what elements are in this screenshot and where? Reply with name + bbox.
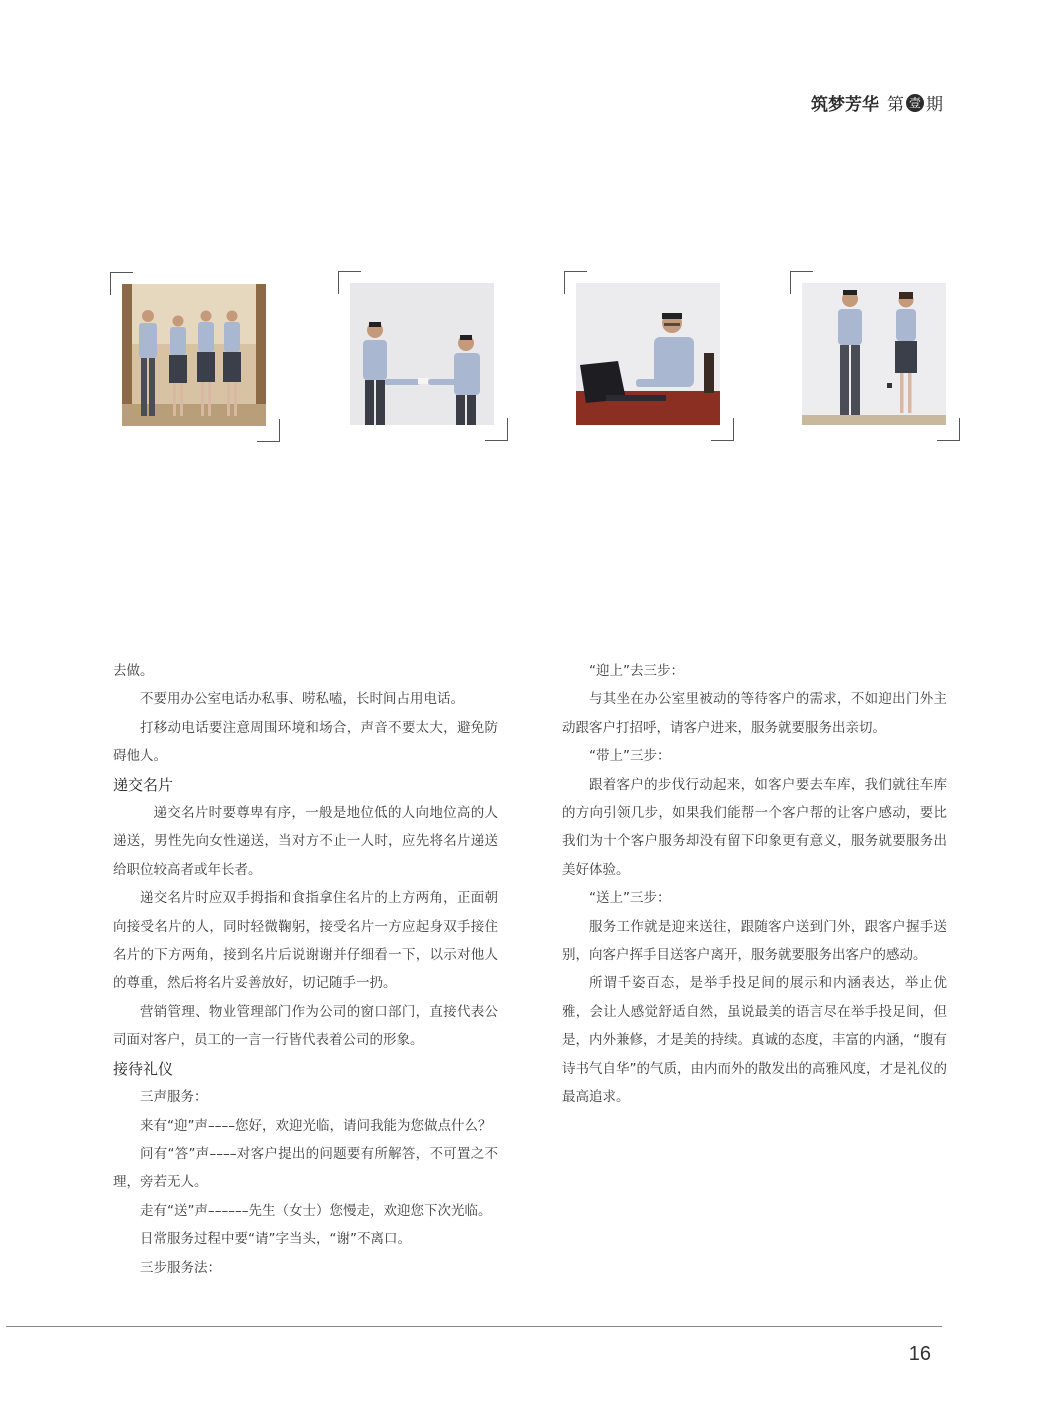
paragraph: 所谓千姿百态，是举手投足间的展示和内涵表达，举止优雅，会让人感觉舒适自然，虽说最美的语言尽在举手投足间，但是，内外兼修，才是美的持续。真诚的态度，丰富的内涵，“腹有诗书气自华”的气质，由内而外的散发出的高雅风度，才是礼仪的最高追求。 xyxy=(562,975,947,1106)
photo-frame-office-work xyxy=(564,271,734,441)
magazine-title: 筑梦芳华 xyxy=(811,95,879,115)
paragraph: 来有“迎”声––––您好，欢迎光临，请问我能为您做点什么？ xyxy=(140,1117,492,1134)
paragraph: 递交名片时应双手拇指和食指拿住名片的上方两角，正面朝向接受名片的人，同时轻微鞠躬，接受名片一方应起身双手接住名片的下方两角，接到名片后说谢谢并仔细看一下，以示对他人的尊重，然后将名片妥善放好，切记随手一扔。 xyxy=(113,890,498,992)
photo-frame-card-exchange xyxy=(338,271,508,441)
text-column-left xyxy=(113,657,498,1282)
paragraph: 营销管理、物业管理部门作为公司的窗口部门，直接代表公司面对客户，员工的一言一行皆代表着公司的形象。 xyxy=(113,1003,498,1049)
issue-number-badge: 壹 xyxy=(906,94,924,112)
section-heading-reception: 接待礼仪 xyxy=(113,1059,174,1078)
paragraph: 去做。 xyxy=(113,663,154,679)
issue-prefix: 第 xyxy=(887,95,904,115)
paragraph: “带上”三步： xyxy=(589,748,671,765)
magazine-header xyxy=(811,90,943,115)
paragraph: 三声服务： xyxy=(140,1089,208,1106)
paragraph: 问有“答”声––––对客户提出的问题要有所解答，不可置之不理，旁若无人。 xyxy=(113,1145,498,1191)
photo-staff-group xyxy=(122,284,266,426)
photo-frame-standing-pair xyxy=(790,271,960,441)
text-column-right xyxy=(562,657,947,1112)
paragraph: 日常服务过程中要“请”字当头，“谢”不离口。 xyxy=(140,1231,411,1248)
paragraph: 走有“送”声––––––先生（女士）您慢走，欢迎您下次光临。 xyxy=(140,1202,492,1219)
photo-frame-group xyxy=(110,272,280,442)
paragraph: 打移动电话要注意周围环境和场合，声音不要太大，避免防碍他人。 xyxy=(113,719,498,765)
paragraph: 不要用办公室电话办私事、唠私嗑，长时间占用电话。 xyxy=(140,691,464,708)
photo-office-work xyxy=(576,283,720,425)
paragraph: 跟着客户的步伐行动起来，如客户要去车库，我们就往车库的方向引领几步，如果我们能帮一个客户帮的让客户感动，要比我们为十个客户服务却没有留下印象更有意义，服务就要服务出美好体验。 xyxy=(562,776,947,878)
footer-divider xyxy=(6,1326,942,1327)
page-number: 16 xyxy=(908,1343,931,1365)
photo-card-exchange xyxy=(350,283,494,425)
paragraph: 三步服务法： xyxy=(140,1259,221,1276)
issue-suffix: 期 xyxy=(926,95,943,115)
paragraph: “送上”三步： xyxy=(589,890,671,907)
section-heading-business-card: 递交名片 xyxy=(113,775,174,794)
paragraph: “迎上”去三步： xyxy=(589,663,684,679)
photo-standing-pair xyxy=(802,283,946,425)
paragraph: 递交名片时要尊卑有序，一般是地位低的人向地位高的人递送，男性先向女性递送，当对方不止一人时，应先将名片递送给职位较高者或年长者。 xyxy=(113,805,498,878)
paragraph: 服务工作就是迎来送往，跟随客户送到门外，跟客户握手送别，向客户挥手目送客户离开，服务就要服务出客户的感动。 xyxy=(562,918,947,964)
paragraph: 与其坐在办公室里被动的等待客户的需求，不如迎出门外主动跟客户打招呼，请客户进来，服务就要服务出亲切。 xyxy=(562,691,947,736)
